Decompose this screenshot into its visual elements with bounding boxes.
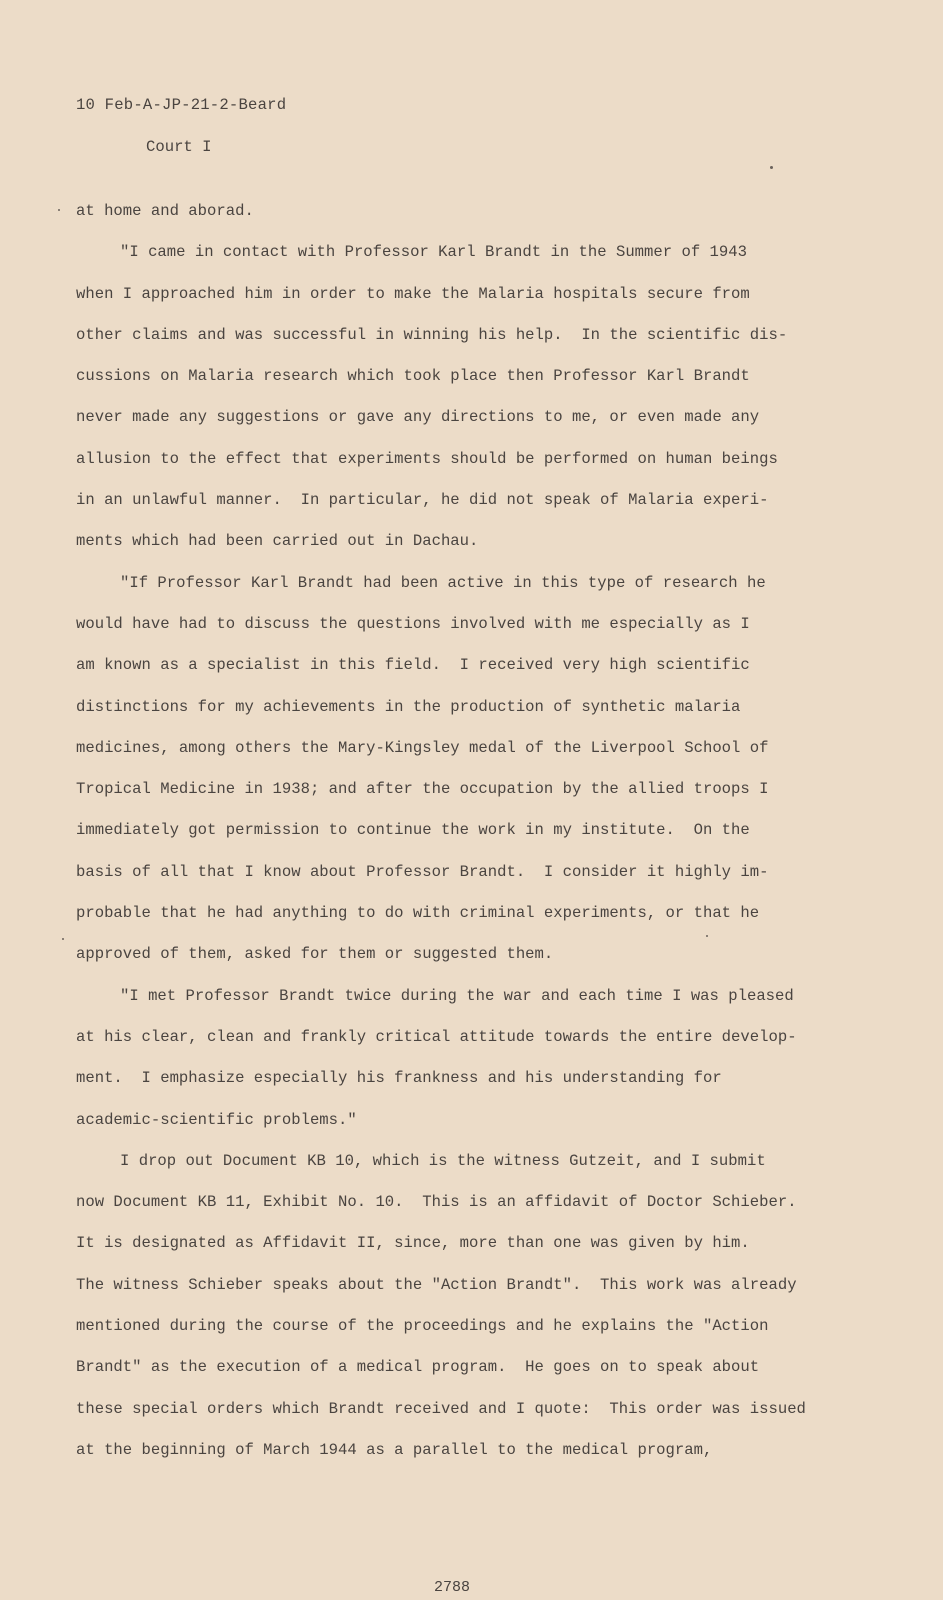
- text-line: immediately got permission to continue the work in my institute. On the: [76, 821, 750, 840]
- text-line: "I met Professor Brandt twice during the war and each time I was pleased: [120, 986, 794, 1005]
- text-line: these special orders which Brandt received and I quote: This order was issued: [76, 1399, 806, 1418]
- paper-speck: [62, 938, 64, 940]
- text-line: "I came in contact with Professor Karl Brandt in the Summer of 1943: [120, 243, 747, 262]
- text-line: would have had to discuss the questions involved with me especially as I: [76, 614, 750, 633]
- text-line: am known as a specialist in this field. I received very high scientific: [76, 656, 750, 675]
- text-line: Brandt" as the execution of a medical program. He goes on to speak about: [76, 1358, 760, 1377]
- court-label: Court I: [146, 138, 212, 156]
- text-line: in an unlawful manner. In particular, he did not speak of Malaria experi-: [76, 491, 769, 510]
- text-line: allusion to the effect that experiments should be performed on human beings: [76, 449, 778, 468]
- text-line: distinctions for my achievements in the production of synthetic malaria: [76, 697, 741, 716]
- paper-speck: [770, 166, 773, 169]
- text-line: I drop out Document KB 10, which is the witness Gutzeit, and I submit: [120, 1151, 766, 1170]
- text-line: academic-scientific problems.": [76, 1110, 357, 1129]
- text-line: basis of all that I know about Professor Brandt. I consider it highly im-: [76, 862, 769, 881]
- paper-speck: [58, 209, 60, 211]
- text-line: at his clear, clean and frankly critical attitude towards the entire develop-: [76, 1027, 797, 1046]
- text-line: at home and aborad.: [76, 202, 254, 220]
- document-id: 10 Feb-A-JP-21-2-Beard: [76, 96, 287, 114]
- text-line: ment. I emphasize especially his frankness and his understanding for: [76, 1069, 722, 1088]
- text-line: other claims and was successful in winning his help. In the scientific dis-: [76, 325, 788, 344]
- page-number: 2788: [434, 1579, 471, 1596]
- text-line: probable that he had anything to do with criminal experiments, or that he: [76, 904, 760, 923]
- text-line: at the beginning of March 1944 as a parallel to the medical program,: [76, 1440, 713, 1459]
- text-line: approved of them, asked for them or suggested them.: [76, 945, 554, 964]
- text-line: mentioned during the course of the proceedings and he explains the "Action: [76, 1317, 769, 1336]
- paper-speck: [706, 935, 708, 937]
- text-line: The witness Schieber speaks about the "Action Brandt". This work was already: [76, 1275, 797, 1294]
- text-line: medicines, among others the Mary-Kingsley medal of the Liverpool School of: [76, 738, 769, 757]
- text-line: when I approached him in order to make the Malaria hospitals secure from: [76, 284, 750, 303]
- text-line: never made any suggestions or gave any directions to me, or even made any: [76, 408, 760, 427]
- text-line: "If Professor Karl Brandt had been active in this type of research he: [120, 573, 766, 592]
- text-line: ments which had been carried out in Dachau.: [76, 532, 479, 551]
- text-line: It is designated as Affidavit II, since, more than one was given by him.: [76, 1234, 750, 1253]
- text-line: cussions on Malaria research which took place then Professor Karl Brandt: [76, 367, 750, 386]
- transcript-body: [76, 201, 876, 1481]
- text-line: now Document KB 11, Exhibit No. 10. This is an affidavit of Doctor Schieber.: [76, 1193, 797, 1212]
- text-line: Tropical Medicine in 1938; and after the occupation by the allied troops I: [76, 780, 769, 799]
